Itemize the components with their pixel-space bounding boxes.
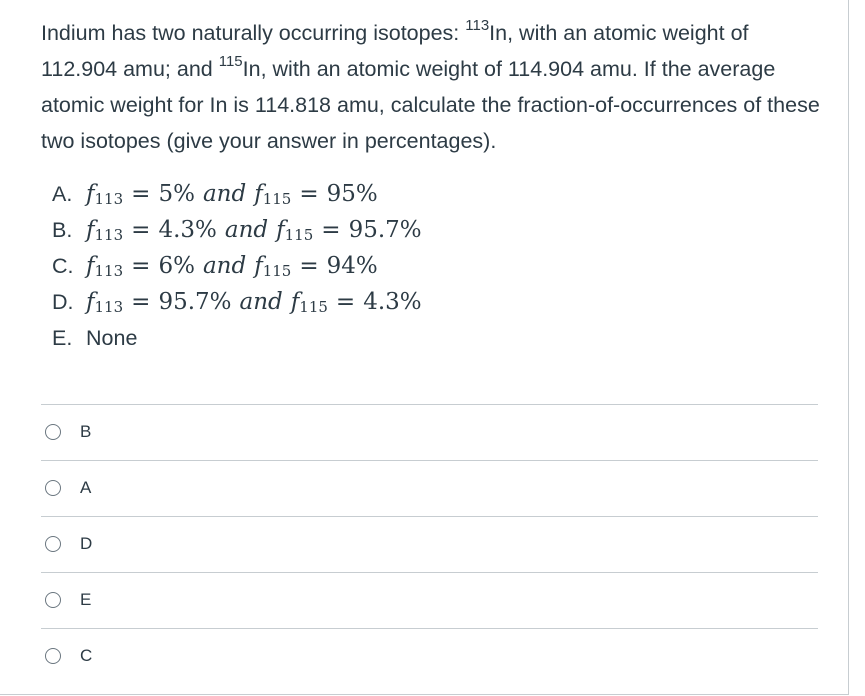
- answer-label: C: [80, 646, 93, 665]
- and-word: and: [224, 217, 269, 243]
- option-letter: E.: [52, 326, 73, 350]
- answer-option-c[interactable]: [41, 628, 818, 684]
- variable-f: f: [86, 289, 95, 315]
- value: 5%: [158, 181, 195, 207]
- answer-option-e[interactable]: [41, 572, 818, 628]
- and-word: and: [202, 253, 247, 279]
- equals-sign: =: [131, 289, 151, 315]
- radio-button-icon[interactable]: [45, 424, 61, 440]
- variable-f: f: [86, 253, 95, 279]
- option-formula: [86, 253, 378, 279]
- and-word: and: [202, 181, 247, 207]
- answer-label: A: [80, 478, 92, 497]
- option-list: [52, 176, 422, 356]
- subscript: 115: [299, 298, 328, 316]
- option-letter: A.: [52, 182, 73, 206]
- variable-f: f: [290, 289, 300, 315]
- radio-button-icon[interactable]: [45, 536, 61, 552]
- and-word: and: [239, 289, 283, 315]
- variable-f: f: [276, 217, 285, 243]
- option-letter: B.: [52, 218, 73, 242]
- equals-sign: =: [299, 181, 319, 207]
- answer-list: [41, 404, 818, 684]
- option-formula: [86, 289, 422, 315]
- variable-f: f: [254, 253, 263, 279]
- option-formula: [86, 181, 378, 207]
- subscript: 113: [94, 190, 124, 208]
- option-formula: [86, 217, 422, 243]
- option-c: [52, 248, 422, 284]
- question-text-part-2: In, with an atomic weight of 112.904 amu; and: [41, 21, 749, 81]
- option-d: [52, 284, 422, 320]
- subscript: 115: [284, 226, 314, 244]
- value: 95.7%: [158, 289, 232, 315]
- question-text-part-3: In, with an atomic weight of 114.904 amu. If the average atomic weight for In is 114.818 amu, calculate the fraction-of-occurrences of these two isotopes (give your answer in percentages).: [41, 57, 820, 153]
- subscript: 113: [94, 226, 124, 244]
- equals-sign: =: [131, 217, 151, 243]
- question-text: [41, 15, 821, 159]
- equals-sign: =: [321, 217, 341, 243]
- option-letter: C.: [52, 254, 74, 278]
- value: 94%: [326, 253, 378, 279]
- option-a: [52, 176, 422, 212]
- equals-sign: =: [131, 181, 151, 207]
- question-text-part-1: Indium has two naturally occurring isotopes:: [41, 21, 466, 45]
- variable-f: f: [86, 217, 95, 243]
- answer-option-d[interactable]: [41, 516, 818, 572]
- equals-sign: =: [335, 289, 356, 315]
- answer-option-a[interactable]: [41, 460, 818, 516]
- answer-label: E: [80, 590, 92, 609]
- radio-button-icon[interactable]: [45, 480, 61, 496]
- subscript: 113: [94, 262, 124, 280]
- isotope-mass-115: 115: [218, 52, 243, 70]
- isotope-mass-113: 113: [465, 16, 490, 34]
- answer-label: B: [80, 422, 92, 441]
- value: 95.7%: [348, 217, 422, 243]
- subscript: 113: [94, 298, 124, 316]
- variable-f: f: [86, 181, 95, 207]
- subscript: 115: [262, 190, 292, 208]
- option-e: [52, 320, 422, 356]
- variable-f: f: [254, 181, 263, 207]
- answer-label: D: [80, 534, 93, 553]
- value: 6%: [158, 253, 195, 279]
- option-b: [52, 212, 422, 248]
- subscript: 115: [262, 262, 292, 280]
- answer-option-b[interactable]: [41, 404, 818, 460]
- option-text: None: [86, 326, 138, 350]
- equals-sign: =: [299, 253, 319, 279]
- value: 4.3%: [363, 289, 422, 315]
- radio-button-icon[interactable]: [45, 592, 61, 608]
- value: 4.3%: [158, 217, 217, 243]
- equals-sign: =: [131, 253, 151, 279]
- value: 95%: [326, 181, 378, 207]
- radio-button-icon[interactable]: [45, 648, 61, 664]
- option-letter: D.: [52, 290, 74, 314]
